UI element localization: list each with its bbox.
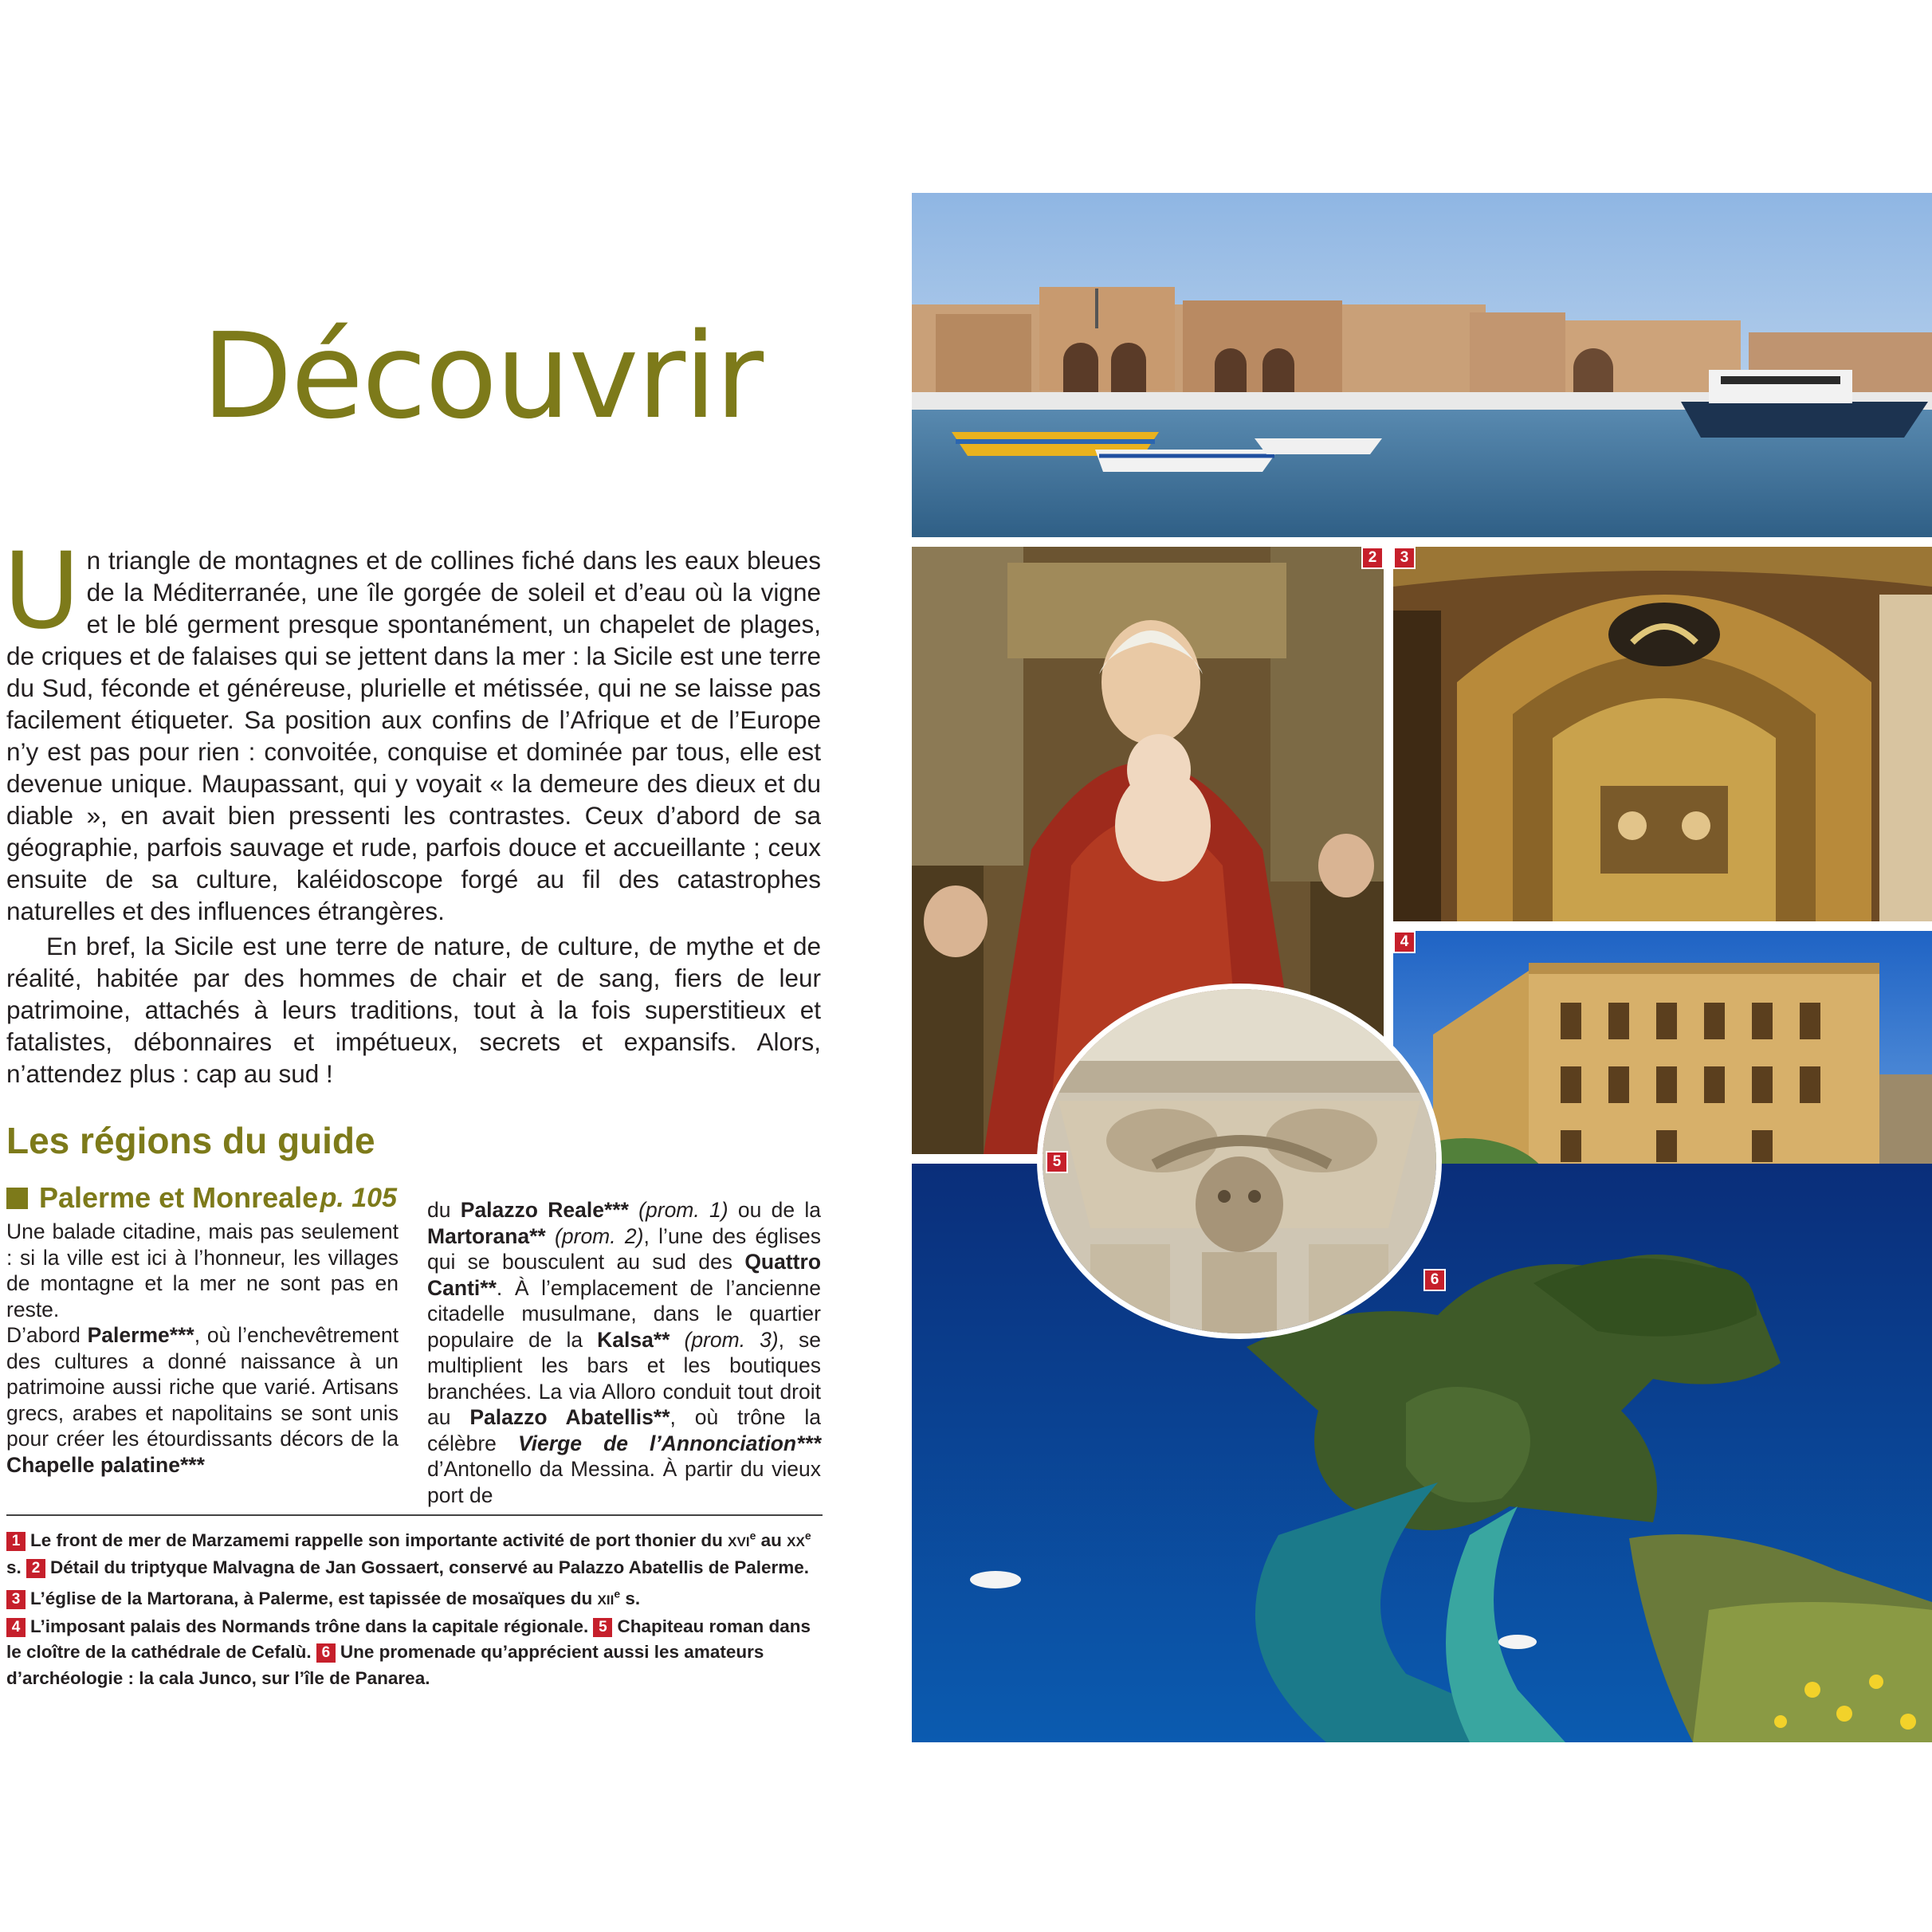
site-palazzo-reale: Palazzo Reale*** xyxy=(460,1198,629,1222)
caption-3: L’église de la Martorana, à Palerme, est tapissée de mosaïques du XIIe s. xyxy=(30,1587,641,1608)
photo-chapiteau-cefalu xyxy=(1037,984,1442,1339)
page-title: Découvrir xyxy=(202,308,763,445)
caption-5: Chapiteau roman dans le cloître de la cathédrale de Cefalù. xyxy=(6,1616,811,1662)
site-kalsa: Kalsa** xyxy=(597,1327,670,1352)
region-heading xyxy=(6,1181,399,1214)
caption-number-2: 2 xyxy=(26,1559,45,1578)
caption-number-5: 5 xyxy=(593,1618,612,1637)
artwork-vierge-annonciation: Vierge de l’Annonciation*** xyxy=(517,1431,822,1455)
site-palerme: Palerme*** xyxy=(87,1323,194,1347)
caption-2: Détail du triptyque Malvagna de Jan Gossaert, conservé au Palazzo Abatellis de Palerme. xyxy=(50,1557,810,1577)
photo-number-badge-6: 6 xyxy=(1423,1269,1446,1291)
page-reference: p. 105 xyxy=(320,1183,397,1213)
caption-6: Une promenade qu’apprécient aussi les amateurs d’archéologie : la cala Junco, sur l’île de Panarea. xyxy=(6,1642,764,1688)
region-paragraph-1: Une balade citadine, mais pas seulement : si la ville est ici à l’honneur, les villages de montagne et la mer ne sont pas en reste. xyxy=(6,1219,399,1321)
drop-cap: U xyxy=(3,530,80,653)
photo-captions xyxy=(6,1522,823,1691)
intro-p1-text: n triangle de montagnes et de collines fiché dans les eaux bleues de la Méditerranée, une île gorgée de soleil et d’eau où la vigne et le blé germent presque spontanément, un chapelet de plages, de criques et de falaises qui se jettent dans la mer : la Sicile est une terre du Sud, féconde et généreuse, plurielle et métissée, qui ne se laisse pas facilement étiqueter. Sa position aux confins de l’Afrique et de l’Europe n’y est pas pour rien : convoitée, conquise et dominée par tous, elle est devenue unique. Maupassant, qui y voyait « la demeure des dieux et du diable », en avait bien pressenti les contrastes. Ceux d’abord de sa géographie, parfois sauvage et rude, parfois douce et accueillante ; ceux ensuite de sa culture, kaléidoscope forgé au fil des catastrophes naturelles et des influences étrangères. xyxy=(6,546,821,925)
caption-1: Le front de mer de Marzamemi rappelle son importante activité de port thonier du XVIe au XXe s. xyxy=(6,1529,811,1577)
region-paragraph-3: du Palazzo Reale*** (prom. 1) ou de la Martorana** (prom. 2), l’une des églises qui se bousculent au sud des Quattro Canti**. À l’emplacement de l’ancienne citadelle musulmane, dans le quartier populaire de la Kalsa** (prom. 3), se multiplient les bars et les boutiques branchées. La via Alloro conduit tout droit au Palazzo Abatellis**, où trône la célèbre Vierge de l’Annonciation*** d’Antonello da Messina. À partir du vieux port de xyxy=(427,1198,822,1507)
intro-text xyxy=(3,530,821,1090)
site-palazzo-abatellis: Palazzo Abatellis** xyxy=(469,1405,670,1429)
photo-number-badge-3: 3 xyxy=(1393,547,1416,569)
caption-number-4: 4 xyxy=(6,1618,26,1637)
region-column-1 xyxy=(6,1181,399,1478)
square-bullet-icon xyxy=(6,1188,28,1209)
photo-marzamemi-harbour xyxy=(912,193,1932,537)
caption-number-1: 1 xyxy=(6,1532,26,1551)
caption-number-3: 3 xyxy=(6,1590,26,1609)
caption-4: L’imposant palais des Normands trône dans la capitale régionale. xyxy=(30,1616,589,1636)
site-quattro-canti: Quattro Canti** xyxy=(427,1250,821,1300)
photo-number-badge-2: 2 xyxy=(1361,547,1384,569)
photo-martorana-mosaics xyxy=(1393,547,1932,921)
caption-divider xyxy=(6,1514,823,1516)
photo-number-badge-4: 4 xyxy=(1393,931,1416,953)
regions-heading: Les régions du guide xyxy=(6,1120,375,1161)
capital-illustration xyxy=(1043,989,1436,1333)
site-martorana: Martorana** xyxy=(427,1223,546,1248)
harbour-illustration xyxy=(912,193,1932,537)
caption-number-6: 6 xyxy=(316,1643,336,1663)
region-paragraph-2: D’abord Palerme***, où l’enchevêtrement des cultures a donné naissance à un patrimoine aussi riche que varié. Artisans grecs, arabes et napolitains se sont unis pour créer les étourdissants décors de la Chapelle palatine*** xyxy=(6,1323,399,1477)
photo-number-badge-5: 5 xyxy=(1046,1151,1068,1173)
region-column-2 xyxy=(427,1197,821,1508)
mosaic-illustration xyxy=(1393,547,1932,921)
intro-paragraph-2: En bref, la Sicile est une terre de nature, de culture, de mythe et de réalité, habitée par des hommes de chair et de sang, fiers de leur patrimoine, attachés à leurs traditions, tout à la fois superstitieux et fatalistes, débonnaires et impétueux, secrets et expansifs. Alors, n’attendez plus : cap au sud ! xyxy=(6,932,821,1088)
intro-paragraph-1 xyxy=(3,530,821,927)
site-chapelle-palatine: Chapelle palatine*** xyxy=(6,1452,205,1477)
region-name: Palerme et Monreale xyxy=(39,1181,319,1214)
